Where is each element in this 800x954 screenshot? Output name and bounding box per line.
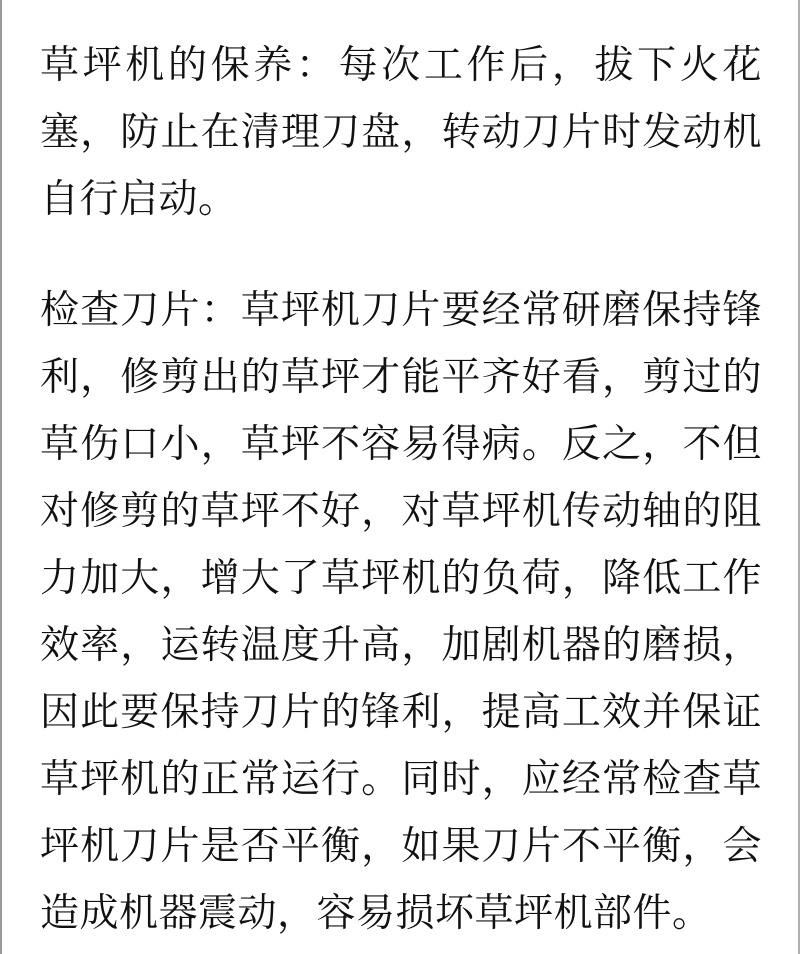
article-body xyxy=(40,32,762,947)
left-border xyxy=(0,0,2,954)
paragraph-maintenance: 草坪机的保养：每次工作后，拔下火花塞，防止在清理刀盘，转动刀片时发动机自行启动。 xyxy=(40,43,762,222)
paragraph-blade-check: 检查刀片：草坪机刀片要经常研磨保持锋利，修剪出的草坪才能平齐好看，剪过的草伤口小，草坪不容易得病。反之，不但对修剪的草坪不好，对草坪机传动轴的阻力加大，增大了草坪机的负荷，降低工作效率，运转温度升高，加剧机器的磨损，因此要保持刀片的锋利，提高工效并保证草坪机的正常运行。同时，应经常检查草坪机刀片是否平衡，如果刀片不平衡，会造成机器震动，容易损坏草坪机部件。 xyxy=(40,288,762,936)
